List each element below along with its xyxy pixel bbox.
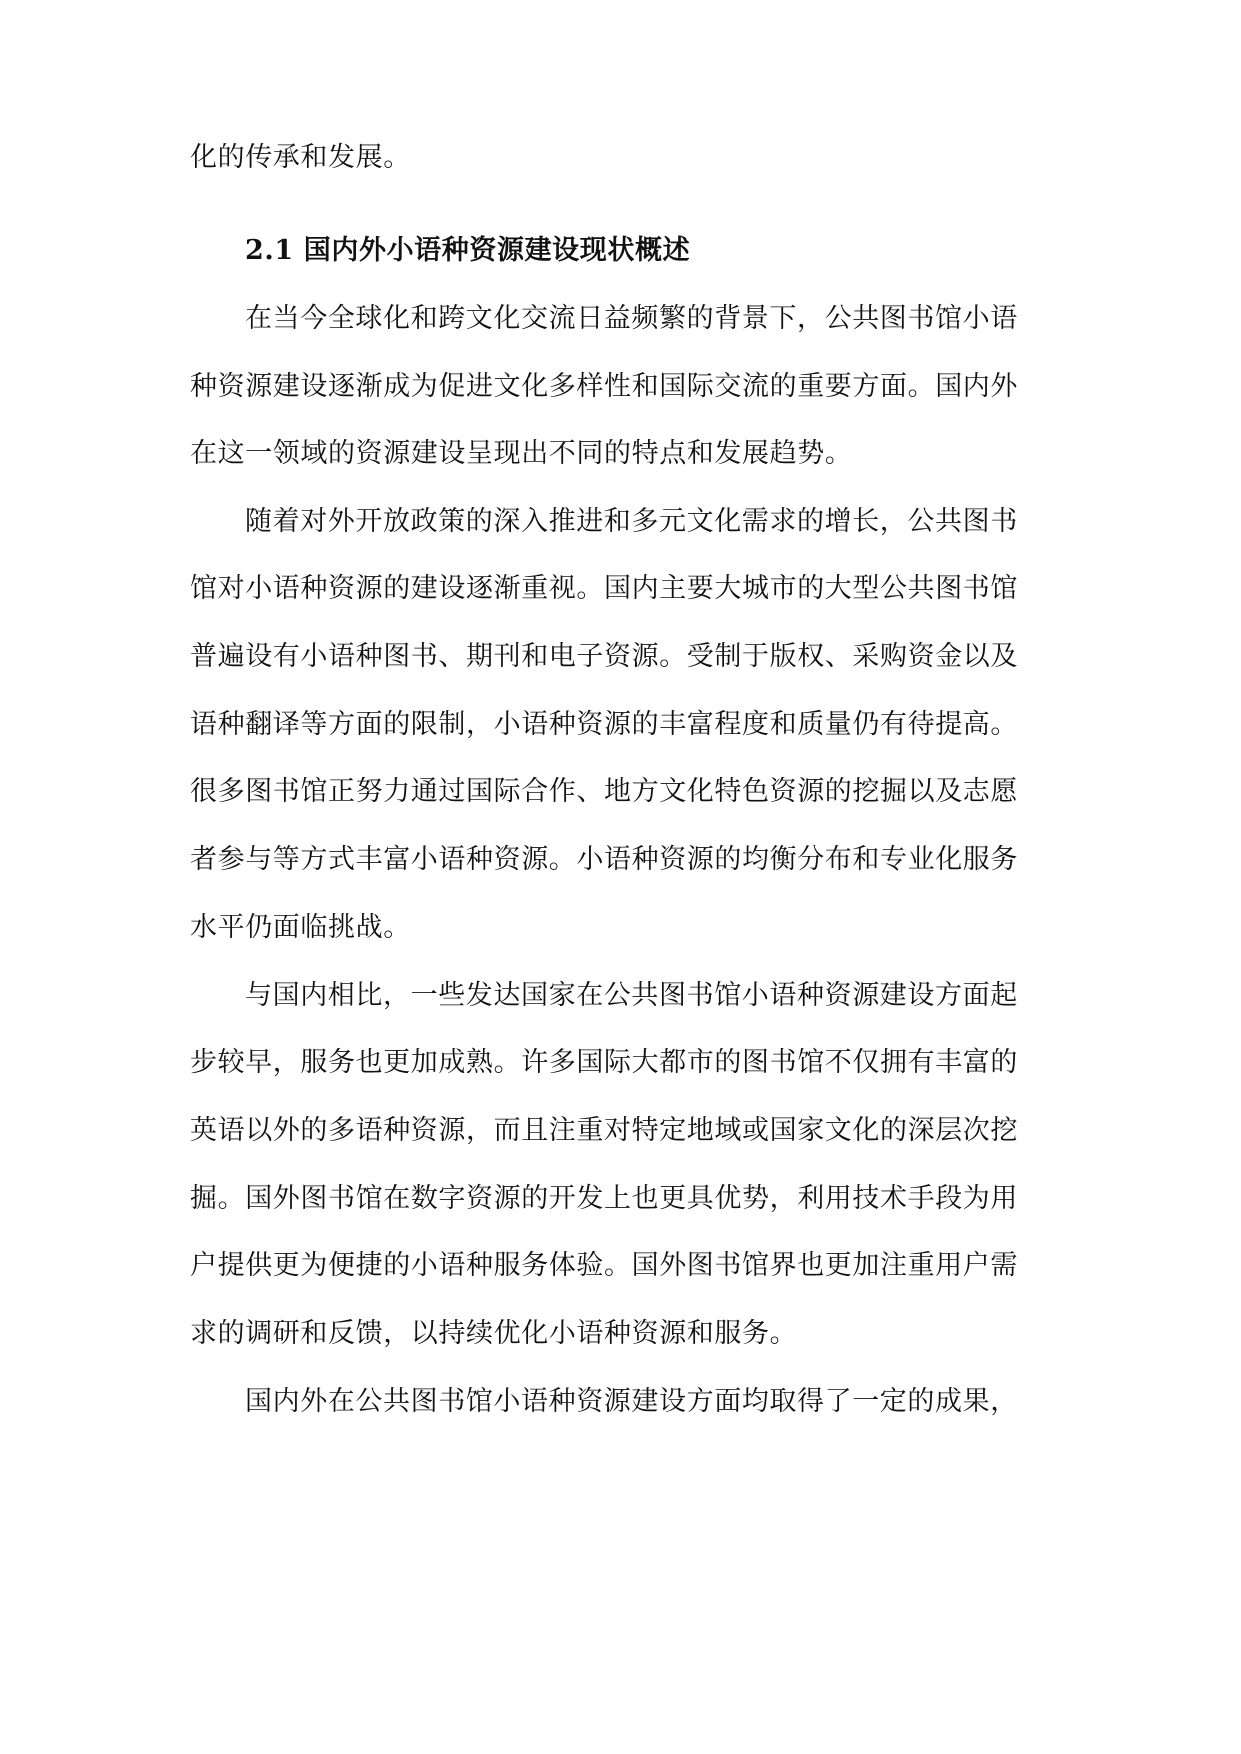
- paragraph-line: 水平仍面临挑战。: [190, 912, 411, 943]
- paragraph-line: 步较早，服务也更加成熟。许多国际大都市的图书馆不仅拥有丰富的: [190, 1047, 1018, 1078]
- paragraph-line: 语种翻译等方面的限制，小语种资源的丰富程度和质量仍有待提高。: [190, 709, 1018, 740]
- paragraph-line: 种资源建设逐渐成为促进文化多样性和国际交流的重要方面。国内外: [190, 371, 1018, 402]
- paragraph-line: 英语以外的多语种资源，而且注重对特定地域或国家文化的深层次挖: [190, 1115, 1018, 1146]
- paragraph-line: 掘。国外图书馆在数字资源的开发上也更具优势，利用技术手段为用: [190, 1183, 1018, 1214]
- paragraph-line: 馆对小语种资源的建设逐渐重视。国内主要大城市的大型公共图书馆: [190, 573, 1018, 604]
- paragraph-line: 很多图书馆正努力通过国际合作、地方文化特色资源的挖掘以及志愿: [190, 776, 1018, 807]
- paragraph-line: 与国内相比，一些发达国家在公共图书馆小语种资源建设方面起: [245, 980, 1018, 1011]
- paragraph-line: 者参与等方式丰富小语种资源。小语种资源的均衡分布和专业化服务: [190, 844, 1018, 875]
- paragraph-line: 化的传承和发展。: [190, 142, 411, 173]
- paragraph-line: 在当今全球化和跨文化交流日益频繁的背景下，公共图书馆小语: [245, 303, 1018, 334]
- section-heading: 2.1 国内外小语种资源建设现状概述: [245, 235, 691, 266]
- paragraph-line: 随着对外开放政策的深入推进和多元文化需求的增长，公共图书: [245, 506, 1018, 537]
- paragraph-line: 普遍设有小语种图书、期刊和电子资源。受制于版权、采购资金以及: [190, 641, 1018, 672]
- paragraph-line: 求的调研和反馈，以持续优化小语种资源和服务。: [190, 1318, 798, 1349]
- paragraph-line: 国内外在公共图书馆小语种资源建设方面均取得了一定的成果，: [245, 1386, 1018, 1417]
- paragraph-line: 户提供更为便捷的小语种服务体验。国外图书馆界也更加注重用户需: [190, 1250, 1018, 1281]
- paragraph-line: 在这一领域的资源建设呈现出不同的特点和发展趋势。: [190, 438, 853, 469]
